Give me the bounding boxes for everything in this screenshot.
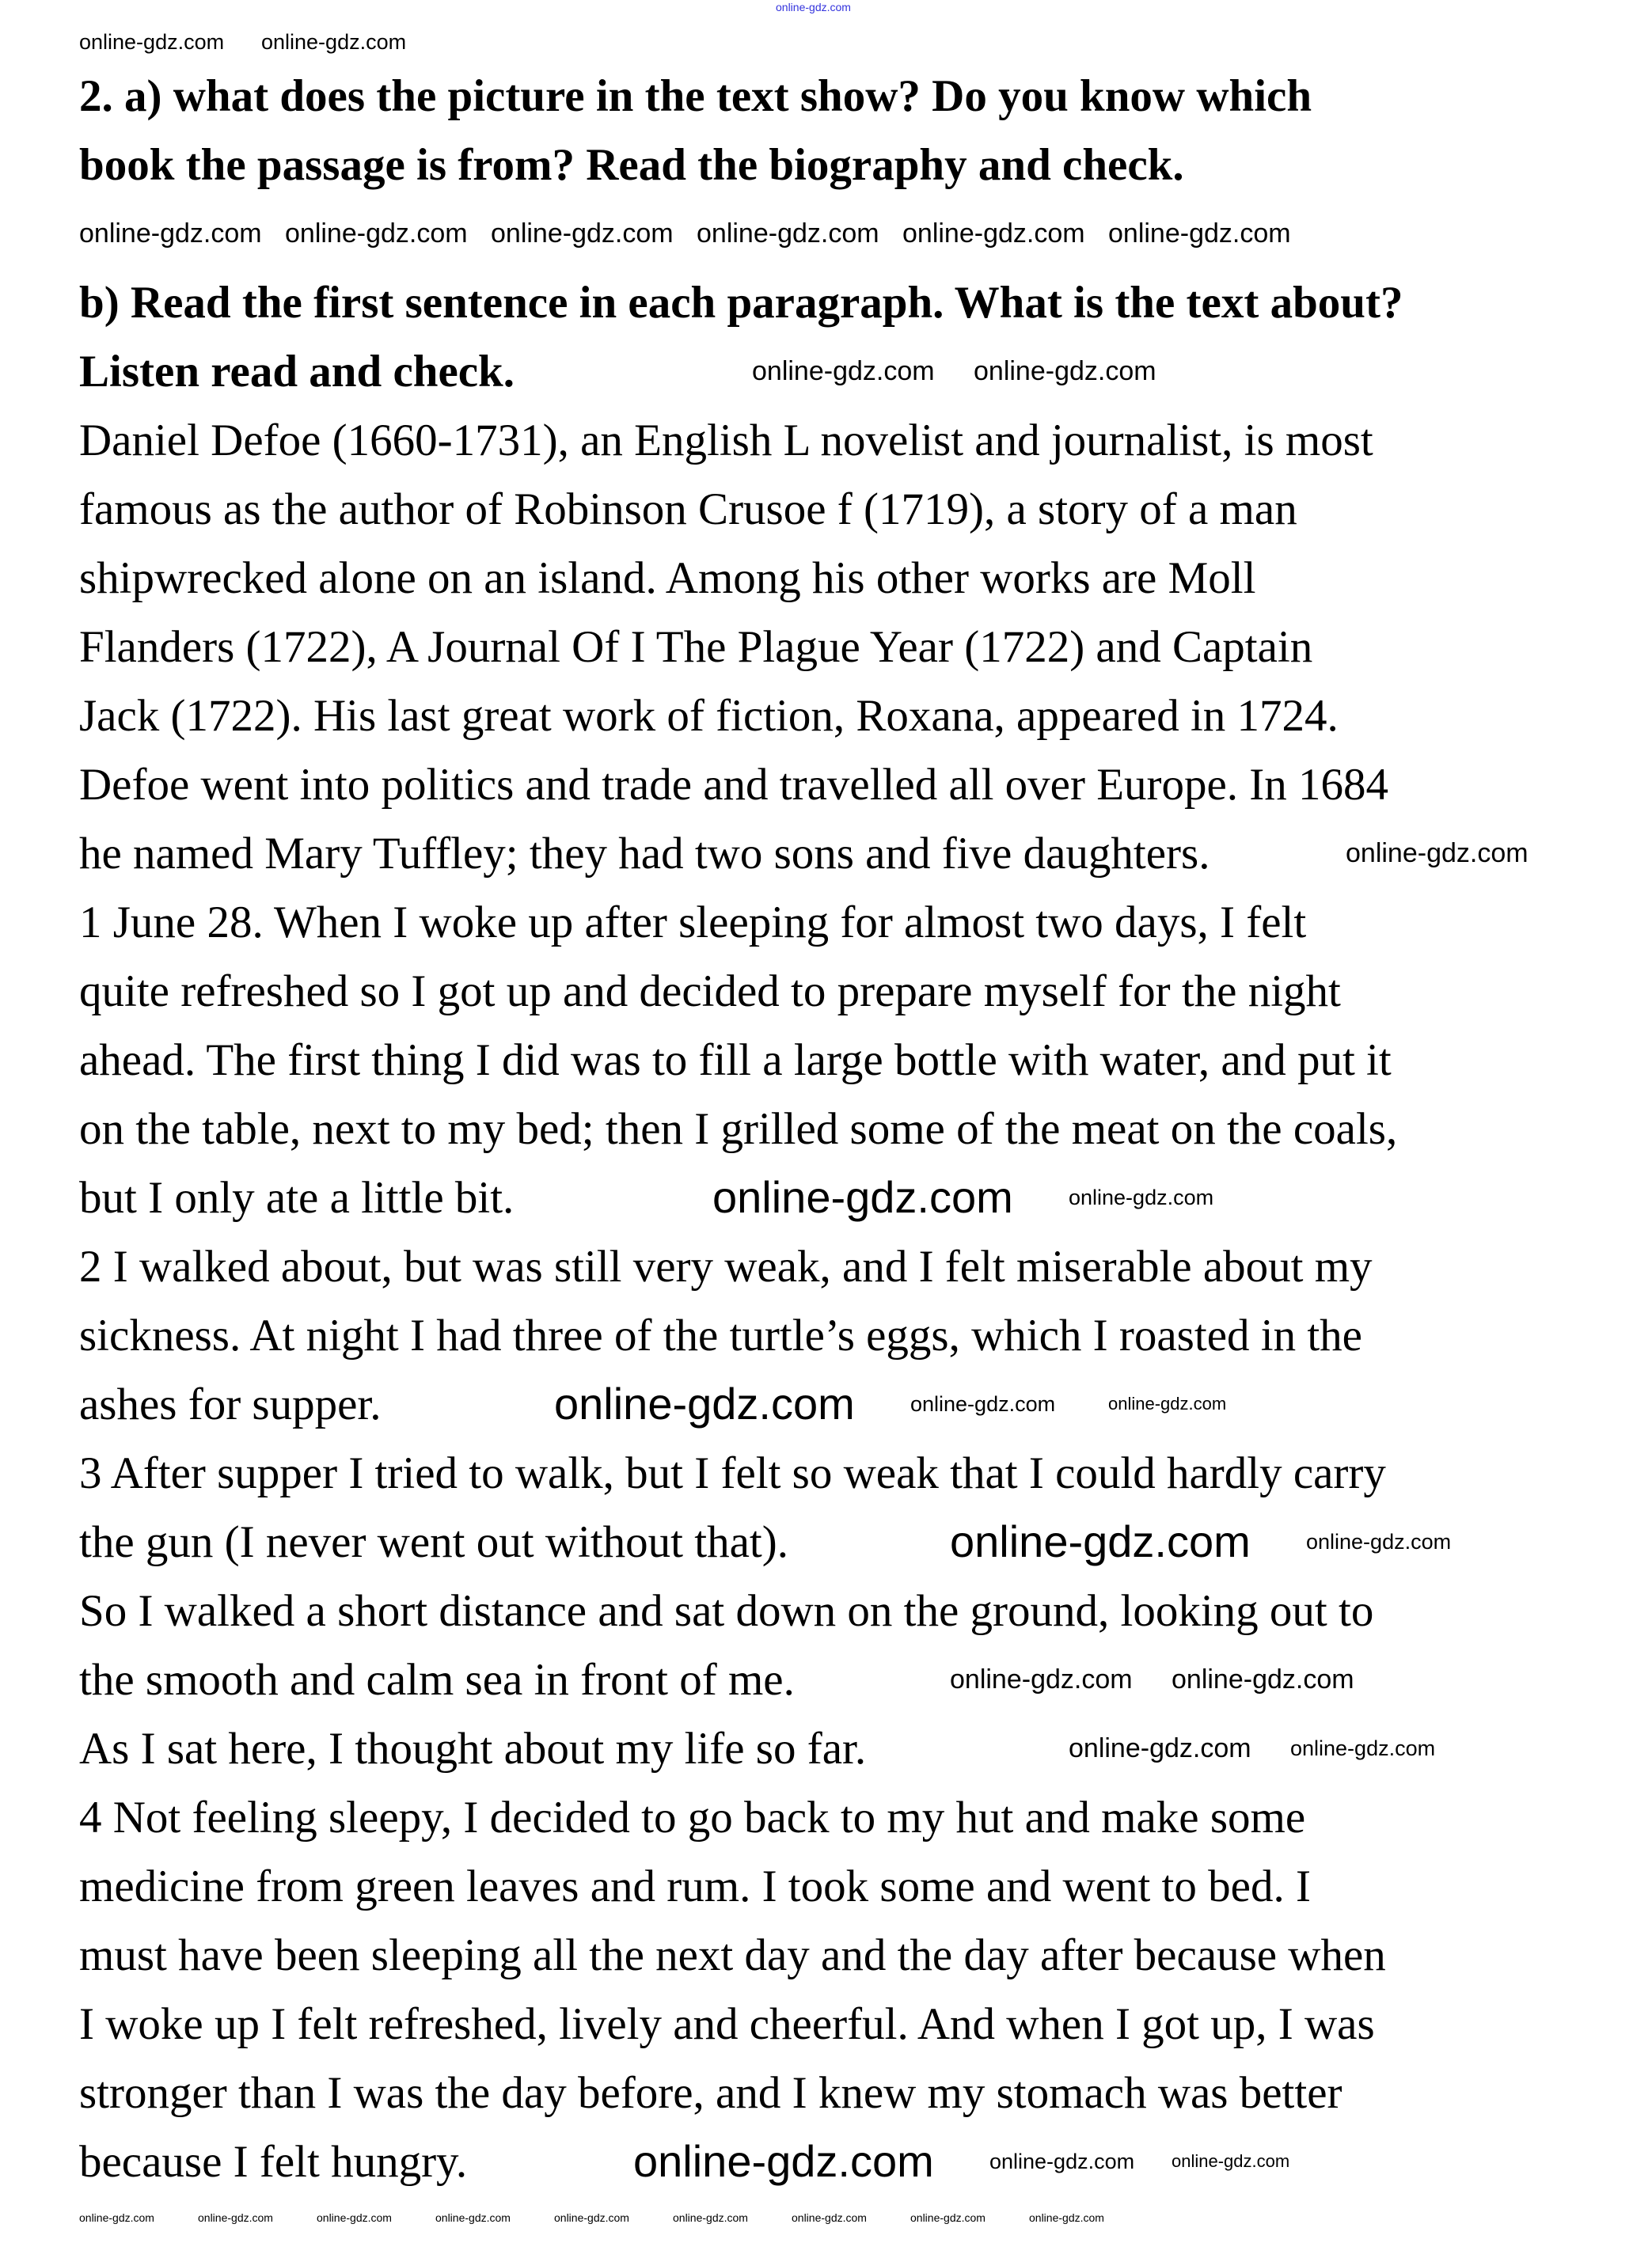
passage-text	[79, 406, 1403, 2196]
text-line: shipwrecked alone on an island. Among his other works are Moll	[79, 553, 1256, 603]
watermark: online-gdz.com	[79, 2211, 154, 2224]
task-b-line: b) Read the first sentence in each paragraph. What is the text about?	[79, 278, 1403, 328]
watermark: online-gdz.com	[910, 1392, 1056, 1416]
watermark: online-gdz.com	[1108, 218, 1291, 249]
watermark: online-gdz.com	[673, 2211, 748, 2224]
watermark: online-gdz.com	[317, 2211, 392, 2224]
watermark: online-gdz.com	[950, 1664, 1133, 1695]
task-a-heading	[79, 62, 1312, 199]
watermark: online-gdz.com	[79, 30, 225, 54]
watermark: online-gdz.com	[285, 218, 468, 249]
text-line: the gun (I never went out without that).	[79, 1517, 788, 1567]
watermark: online-gdz.com	[554, 2211, 629, 2224]
text-line: I woke up I felt refreshed, lively and cheerful. And when I got up, I was	[79, 1999, 1375, 2049]
task-b-and-text	[79, 268, 1403, 2196]
watermark: online-gdz.com	[1069, 1733, 1251, 1763]
text-line: 1 June 28. When I woke up after sleeping for almost two days, I felt	[79, 898, 1307, 947]
watermark: online-gdz.com	[435, 2211, 511, 2224]
watermark: online-gdz.com	[554, 1379, 855, 1429]
watermark: online-gdz.com	[1069, 1186, 1214, 1209]
task-a-line: book the passage is from? Read the biography and check.	[79, 140, 1184, 190]
text-line: famous as the author of Robinson Crusoe f (1719), a story of a man	[79, 484, 1297, 534]
text-line: must have been sleeping all the next day and the day after because when	[79, 1930, 1386, 1980]
watermark: online-gdz.com	[776, 1, 851, 13]
watermark: online-gdz.com	[989, 2150, 1135, 2173]
watermark: online-gdz.com	[1029, 2211, 1104, 2224]
text-line: on the table, next to my bed; then I grilled some of the meat on the coals,	[79, 1104, 1398, 1154]
text-line: but I only ate a little bit.	[79, 1173, 515, 1223]
watermark: online-gdz.com	[1306, 1530, 1452, 1554]
text-line: sickness. At night I had three of the turtle’s eggs, which I roasted in the	[79, 1311, 1362, 1361]
text-line: medicine from green leaves and rum. I took some and went to bed. I	[79, 1862, 1311, 1911]
task-a-line: 2. a) what does the picture in the text show? Do you know which	[79, 71, 1312, 121]
watermark: online-gdz.com	[1290, 1736, 1436, 1760]
text-line: stronger than I was the day before, and I knew my stomach was better	[79, 2068, 1342, 2118]
text-line: 3 After supper I tried to walk, but I felt so weak that I could hardly carry	[79, 1448, 1386, 1498]
text-line: Flanders (1722), A Journal Of I The Plague Year (1722) and Captain	[79, 622, 1313, 672]
text-line: ahead. The first thing I did was to fill a large bottle with water, and put it	[79, 1035, 1392, 1085]
text-line: So I walked a short distance and sat down on the ground, looking out to	[79, 1586, 1374, 1636]
watermark: online-gdz.com	[950, 1516, 1251, 1566]
watermark: online-gdz.com	[910, 2211, 986, 2224]
text-line: Defoe went into politics and trade and travelled all over Europe. In 1684	[79, 760, 1389, 810]
watermark: online-gdz.com	[198, 2211, 273, 2224]
text-line: because I felt hungry.	[79, 2137, 468, 2187]
watermark: online-gdz.com	[1172, 1664, 1354, 1695]
watermark: online-gdz.com	[261, 30, 407, 54]
text-line: ashes for supper.	[79, 1380, 382, 1429]
watermark: online-gdz.com	[974, 356, 1156, 386]
watermark: online-gdz.com	[712, 1172, 1013, 1222]
text-line: 4 Not feeling sleepy, I decided to go back to my hut and make some	[79, 1793, 1306, 1843]
text-line: 2 I walked about, but was still very weak, and I felt miserable about my	[79, 1242, 1373, 1292]
text-line: quite refreshed so I got up and decided to prepare myself for the night	[79, 966, 1341, 1016]
watermark: online-gdz.com	[792, 2211, 867, 2224]
task-b-line: Listen read and check.	[79, 347, 515, 397]
watermark: online-gdz.com	[491, 218, 674, 249]
text-line: he named Mary Tuffley; they had two sons and five daughters.	[79, 829, 1210, 879]
watermark: online-gdz.com	[902, 218, 1085, 249]
watermark: online-gdz.com	[1172, 2151, 1290, 2171]
text-line: Jack (1722). His last great work of fiction, Roxana, appeared in 1724.	[79, 691, 1339, 741]
text-line: As I sat here, I thought about my life so far.	[79, 1724, 867, 1774]
watermark: online-gdz.com	[1108, 1394, 1227, 1414]
watermark: online-gdz.com	[1346, 838, 1529, 868]
watermark: online-gdz.com	[79, 218, 262, 249]
text-line: Daniel Defoe (1660-1731), an English L novelist and journalist, is most	[79, 416, 1373, 465]
text-line: the smooth and calm sea in front of me.	[79, 1655, 795, 1705]
watermark: online-gdz.com	[633, 2136, 934, 2186]
watermark: online-gdz.com	[697, 218, 879, 249]
watermark: online-gdz.com	[752, 356, 935, 386]
